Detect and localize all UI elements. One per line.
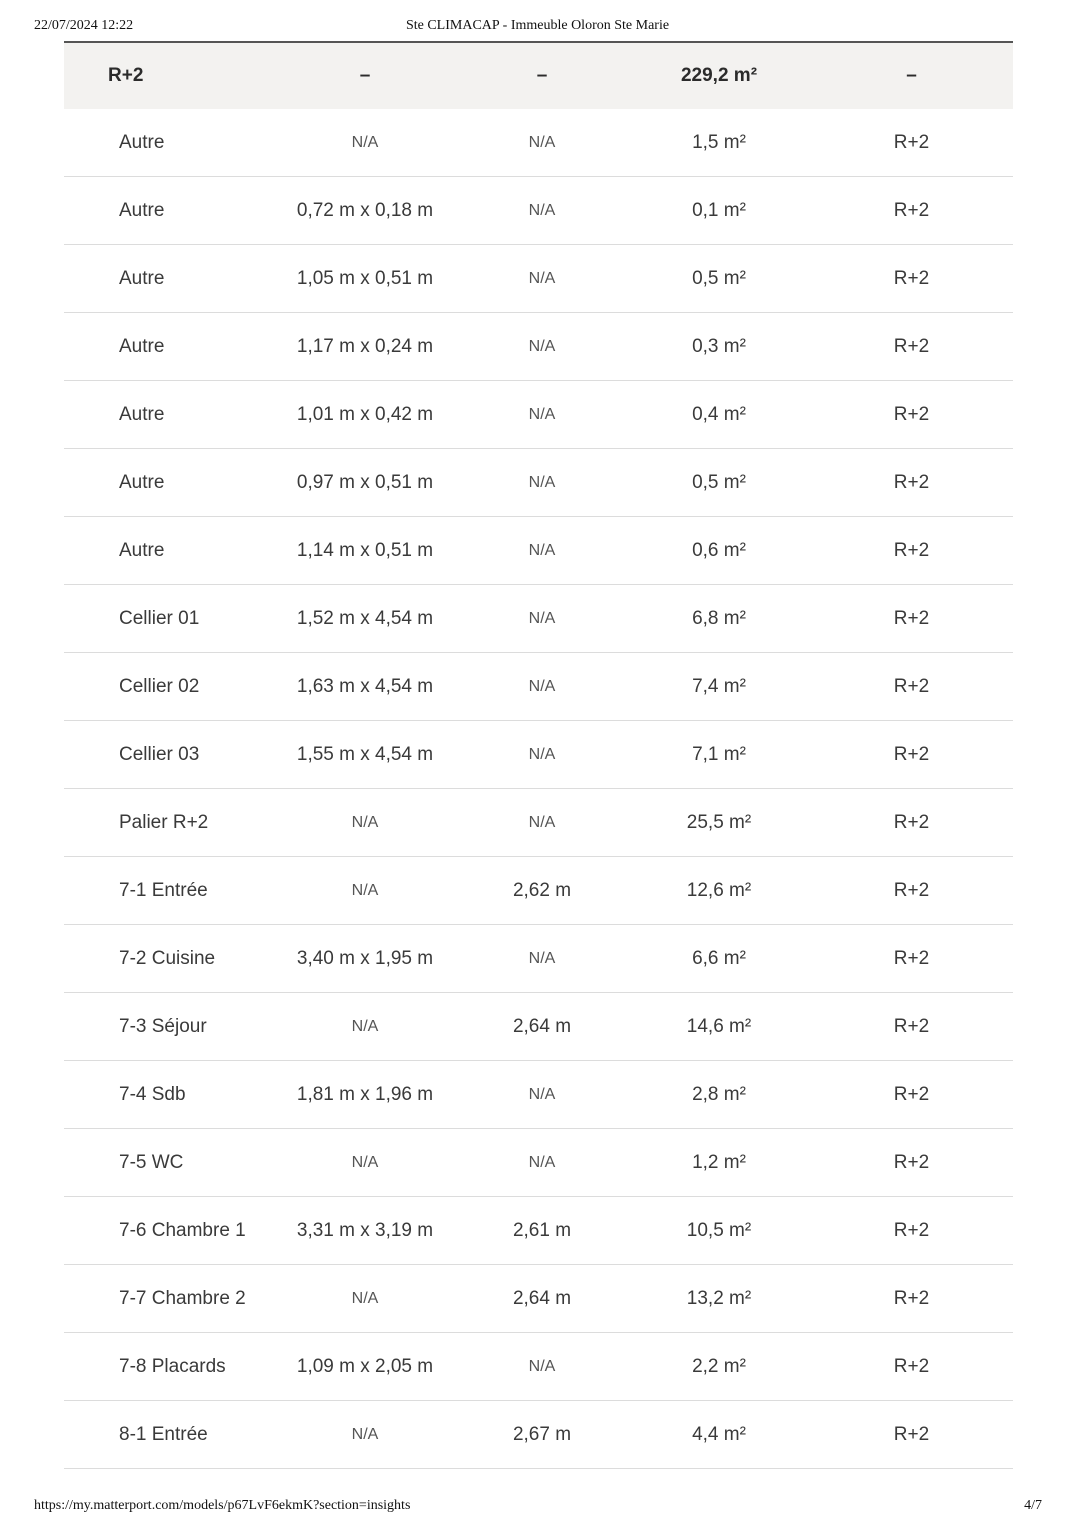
room-name: 7-4 Sdb bbox=[64, 1061, 274, 1129]
room-height: N/A bbox=[456, 721, 628, 789]
room-height: N/A bbox=[456, 381, 628, 449]
room-floor: R+2 bbox=[810, 1401, 1013, 1469]
table-row bbox=[64, 993, 1013, 1061]
room-name: Cellier 02 bbox=[64, 653, 274, 721]
table-row bbox=[64, 653, 1013, 721]
room-floor: R+2 bbox=[810, 1061, 1013, 1129]
room-height: N/A bbox=[456, 313, 628, 381]
room-floor: R+2 bbox=[810, 177, 1013, 245]
print-url: https://my.matterport.com/models/p67LvF6ekmK?section=insights bbox=[34, 1498, 411, 1513]
room-area: 7,4 m² bbox=[628, 653, 810, 721]
room-name: Autre bbox=[64, 109, 274, 177]
room-dimensions: N/A bbox=[274, 109, 456, 177]
room-name: Autre bbox=[64, 517, 274, 585]
room-dimensions: N/A bbox=[274, 1129, 456, 1197]
room-table-body bbox=[64, 43, 1013, 1469]
room-dimensions: 1,17 m x 0,24 m bbox=[274, 313, 456, 381]
room-height: N/A bbox=[456, 1333, 628, 1401]
table-row bbox=[64, 313, 1013, 381]
table-row bbox=[64, 1265, 1013, 1333]
room-table bbox=[64, 43, 1013, 1469]
room-height: 2,67 m bbox=[456, 1401, 628, 1469]
room-name: Autre bbox=[64, 177, 274, 245]
room-dimensions: 1,01 m x 0,42 m bbox=[274, 381, 456, 449]
room-area: 0,3 m² bbox=[628, 313, 810, 381]
group-floor: – bbox=[810, 43, 1013, 109]
print-footer bbox=[34, 1496, 1042, 1518]
room-dimensions: N/A bbox=[274, 993, 456, 1061]
room-dimensions: 1,55 m x 4,54 m bbox=[274, 721, 456, 789]
page-number: 4/7 bbox=[1024, 1498, 1042, 1513]
room-area: 0,4 m² bbox=[628, 381, 810, 449]
print-header bbox=[34, 16, 1041, 38]
floor-group-row bbox=[64, 43, 1013, 109]
room-height: N/A bbox=[456, 245, 628, 313]
room-floor: R+2 bbox=[810, 653, 1013, 721]
room-height: N/A bbox=[456, 585, 628, 653]
room-dimensions: 0,97 m x 0,51 m bbox=[274, 449, 456, 517]
room-area: 7,1 m² bbox=[628, 721, 810, 789]
room-floor: R+2 bbox=[810, 1333, 1013, 1401]
room-area: 6,6 m² bbox=[628, 925, 810, 993]
room-height: N/A bbox=[456, 449, 628, 517]
room-height: 2,62 m bbox=[456, 857, 628, 925]
room-name: 7-7 Chambre 2 bbox=[64, 1265, 274, 1333]
room-area: 6,8 m² bbox=[628, 585, 810, 653]
room-area: 0,5 m² bbox=[628, 449, 810, 517]
table-row bbox=[64, 109, 1013, 177]
room-dimensions: N/A bbox=[274, 789, 456, 857]
room-area: 0,6 m² bbox=[628, 517, 810, 585]
table-row bbox=[64, 1129, 1013, 1197]
room-floor: R+2 bbox=[810, 993, 1013, 1061]
room-name: 7-2 Cuisine bbox=[64, 925, 274, 993]
room-floor: R+2 bbox=[810, 721, 1013, 789]
room-dimensions: 0,72 m x 0,18 m bbox=[274, 177, 456, 245]
room-height: N/A bbox=[456, 1129, 628, 1197]
room-floor: R+2 bbox=[810, 245, 1013, 313]
room-height: 2,64 m bbox=[456, 1265, 628, 1333]
room-area: 2,2 m² bbox=[628, 1333, 810, 1401]
table-row bbox=[64, 517, 1013, 585]
group-height: – bbox=[456, 43, 628, 109]
room-area: 2,8 m² bbox=[628, 1061, 810, 1129]
group-name: R+2 bbox=[64, 43, 274, 109]
room-floor: R+2 bbox=[810, 109, 1013, 177]
group-dimensions: – bbox=[274, 43, 456, 109]
room-height: 2,61 m bbox=[456, 1197, 628, 1265]
room-floor: R+2 bbox=[810, 789, 1013, 857]
room-area: 1,5 m² bbox=[628, 109, 810, 177]
table-row bbox=[64, 721, 1013, 789]
room-area: 25,5 m² bbox=[628, 789, 810, 857]
room-name: 7-5 WC bbox=[64, 1129, 274, 1197]
room-floor: R+2 bbox=[810, 313, 1013, 381]
room-name: Palier R+2 bbox=[64, 789, 274, 857]
room-height: N/A bbox=[456, 1061, 628, 1129]
table-row bbox=[64, 925, 1013, 993]
table-row bbox=[64, 1061, 1013, 1129]
table-row bbox=[64, 177, 1013, 245]
room-dimensions: 1,63 m x 4,54 m bbox=[274, 653, 456, 721]
room-area: 14,6 m² bbox=[628, 993, 810, 1061]
room-area: 10,5 m² bbox=[628, 1197, 810, 1265]
room-floor: R+2 bbox=[810, 449, 1013, 517]
room-name: Autre bbox=[64, 313, 274, 381]
room-height: N/A bbox=[456, 789, 628, 857]
room-dimensions: 1,09 m x 2,05 m bbox=[274, 1333, 456, 1401]
room-dimensions: 3,31 m x 3,19 m bbox=[274, 1197, 456, 1265]
table-row bbox=[64, 857, 1013, 925]
table-row bbox=[64, 1333, 1013, 1401]
room-dimensions: N/A bbox=[274, 1401, 456, 1469]
room-name: 7-3 Séjour bbox=[64, 993, 274, 1061]
room-name: Autre bbox=[64, 245, 274, 313]
room-floor: R+2 bbox=[810, 857, 1013, 925]
room-floor: R+2 bbox=[810, 585, 1013, 653]
table-row bbox=[64, 1401, 1013, 1469]
room-dimensions: N/A bbox=[274, 857, 456, 925]
room-height: 2,64 m bbox=[456, 993, 628, 1061]
room-name: Autre bbox=[64, 381, 274, 449]
room-area: 12,6 m² bbox=[628, 857, 810, 925]
room-floor: R+2 bbox=[810, 517, 1013, 585]
print-datetime: 22/07/2024 12:22 bbox=[34, 18, 134, 33]
room-area: 0,5 m² bbox=[628, 245, 810, 313]
table-row bbox=[64, 245, 1013, 313]
room-name: 7-1 Entrée bbox=[64, 857, 274, 925]
room-name: Autre bbox=[64, 449, 274, 517]
room-area: 0,1 m² bbox=[628, 177, 810, 245]
room-floor: R+2 bbox=[810, 381, 1013, 449]
room-height: N/A bbox=[456, 109, 628, 177]
room-area: 4,4 m² bbox=[628, 1401, 810, 1469]
room-dimensions: 1,81 m x 1,96 m bbox=[274, 1061, 456, 1129]
table-row bbox=[64, 449, 1013, 517]
group-area: 229,2 m² bbox=[628, 43, 810, 109]
room-floor: R+2 bbox=[810, 1197, 1013, 1265]
table-row bbox=[64, 381, 1013, 449]
room-height: N/A bbox=[456, 653, 628, 721]
print-title: Ste CLIMACAP - Immeuble Oloron Ste Marie bbox=[405, 18, 670, 33]
room-dimensions: 3,40 m x 1,95 m bbox=[274, 925, 456, 993]
room-name: 7-8 Placards bbox=[64, 1333, 274, 1401]
room-name: 8-1 Entrée bbox=[64, 1401, 274, 1469]
room-height: N/A bbox=[456, 925, 628, 993]
room-floor: R+2 bbox=[810, 1265, 1013, 1333]
room-floor: R+2 bbox=[810, 925, 1013, 993]
room-name: Cellier 01 bbox=[64, 585, 274, 653]
room-name: Cellier 03 bbox=[64, 721, 274, 789]
table-row bbox=[64, 1197, 1013, 1265]
table-row bbox=[64, 585, 1013, 653]
room-dimensions: 1,14 m x 0,51 m bbox=[274, 517, 456, 585]
room-height: N/A bbox=[456, 517, 628, 585]
room-area: 13,2 m² bbox=[628, 1265, 810, 1333]
room-dimensions: N/A bbox=[274, 1265, 456, 1333]
room-name: 7-6 Chambre 1 bbox=[64, 1197, 274, 1265]
table-row bbox=[64, 789, 1013, 857]
room-dimensions: 1,52 m x 4,54 m bbox=[274, 585, 456, 653]
room-dimensions: 1,05 m x 0,51 m bbox=[274, 245, 456, 313]
room-height: N/A bbox=[456, 177, 628, 245]
room-area: 1,2 m² bbox=[628, 1129, 810, 1197]
room-floor: R+2 bbox=[810, 1129, 1013, 1197]
